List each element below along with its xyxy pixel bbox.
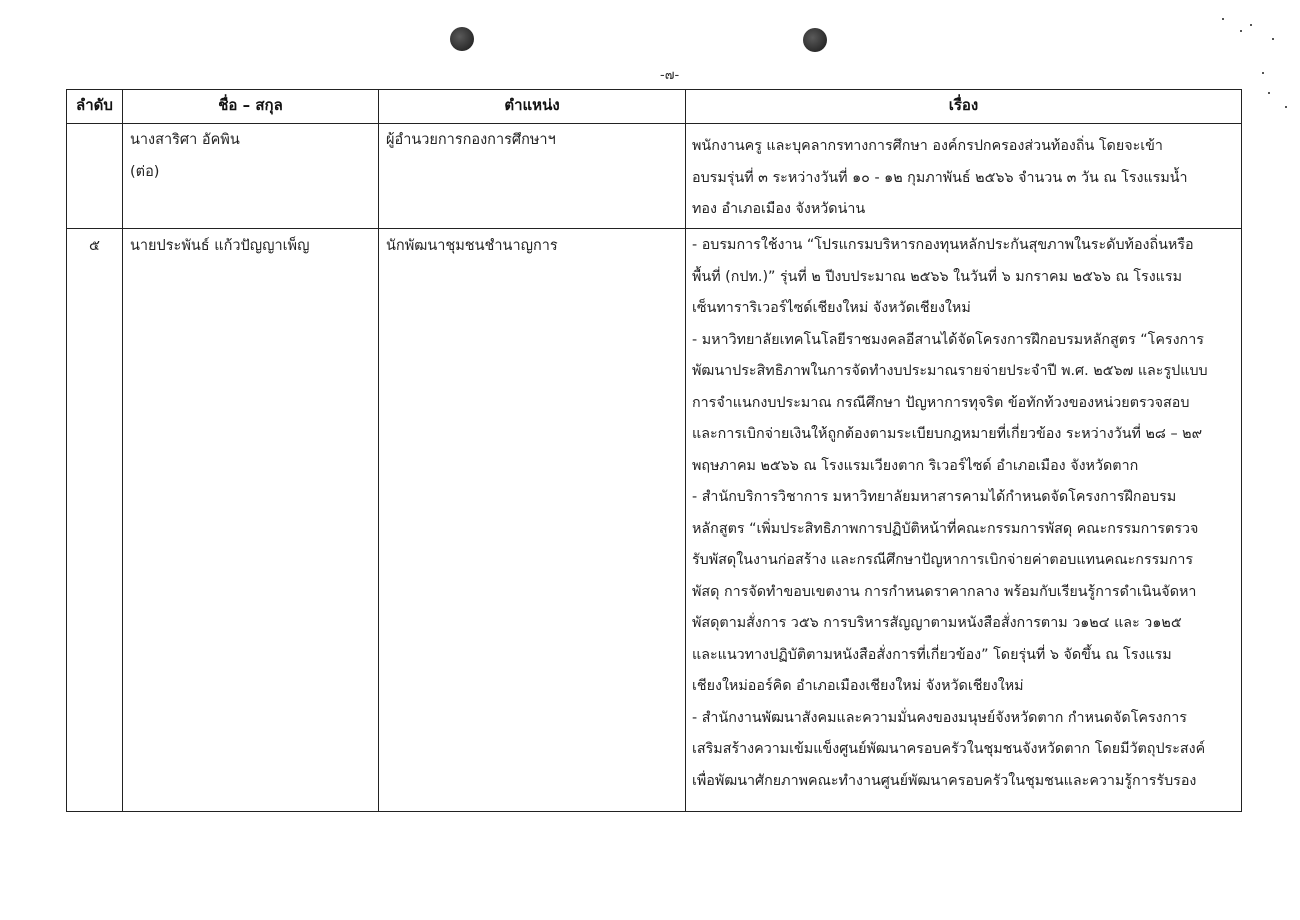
subject-line: การจำแนกงบประมาณ กรณีศึกษา ปัญหาการทุจริต ข้อทักท้วงของหน่วยตรวจสอบ: [692, 394, 1190, 411]
header-divider: [67, 123, 1241, 124]
scan-speck: [1268, 92, 1270, 94]
subject-line: พัฒนาประสิทธิภาพในการจัดทำงบประมาณรายจ่ายประจำปี พ.ศ. ๒๕๖๗ และรูปแบบ: [692, 363, 1208, 379]
subject-line: พนักงานครู และบุคลากรทางการศึกษา องค์กรปกครองส่วนท้องถิ่น โดยจะเข้า: [692, 138, 1163, 154]
scan-speck: [1262, 72, 1264, 74]
subject-line: พื้นที่ (กปท.)” รุ่นที่ ๒ ปีงบประมาณ ๒๕๖๖ ในวันที่ ๖ มกราคม ๒๕๖๖ ณ โรงแรม: [692, 268, 1182, 285]
subject-line: เซ็นทาราริเวอร์ไซด์เชียงใหม่ จังหวัดเชียงใหม่: [692, 300, 971, 316]
scan-speck: [1222, 18, 1224, 20]
subject-line: หลักสูตร “เพิ่มประสิทธิภาพการปฏิบัติหน้าที่คณะกรรมการพัสดุ คณะกรรมการตรวจ: [692, 520, 1199, 537]
subject-line: - สำนักบริการวิชาการ มหาวิทยาลัยมหาสารคามได้กำหนดจัดโครงการฝึกอบรม: [692, 489, 1177, 505]
name-line: (ต่อ): [130, 163, 160, 180]
name-line: นายประพันธ์ แก้วปัญญาเพ็ญ: [130, 238, 310, 254]
row-name: [130, 125, 240, 188]
header-name: ชื่อ – สกุล: [218, 96, 283, 114]
row-order: ๕: [89, 238, 100, 254]
row-subject: [692, 230, 1208, 797]
training-table: [66, 89, 1242, 812]
column-divider: [122, 90, 123, 811]
subject-line: เชียงใหม่ออร์คิด อำเภอเมืองเชียงใหม่ จังหวัดเชียงใหม่: [692, 678, 1024, 694]
row-name: [130, 231, 309, 263]
row-divider: [67, 228, 1241, 229]
subject-line: อบรมรุ่นที่ ๓ ระหว่างวันที่ ๑๐ - ๑๒ กุมภาพันธ์ ๒๕๖๖ จำนวน ๓ วัน ณ โรงแรมน้ำ: [692, 169, 1188, 186]
column-divider: [378, 90, 379, 811]
page-number: -๗-: [660, 68, 680, 83]
scan-speck: [1240, 30, 1242, 32]
scan-speck: [1285, 106, 1287, 108]
header-order: ลำดับ: [76, 96, 113, 114]
row-position: นักพัฒนาชุมชนชำนาญการ: [386, 238, 558, 254]
subject-line: และการเบิกจ่ายเงินให้ถูกต้องตามระเบียบกฎหมายที่เกี่ยวข้อง ระหว่างวันที่ ๒๘ – ๒๙: [692, 426, 1203, 442]
subject-line: พฤษภาคม ๒๕๖๖ ณ โรงแรมเวียงตาก ริเวอร์ไซด์ อำเภอเมือง จังหวัดตาก: [692, 457, 1139, 474]
subject-line: และแนวทางปฏิบัติตามหนังสือสั่งการที่เกี่ยวข้อง” โดยรุ่นที่ ๖ จัดขึ้น ณ โรงแรม: [692, 646, 1172, 663]
row-subject: [692, 131, 1188, 226]
subject-line: เพื่อพัฒนาศักยภาพคณะทำงานศูนย์พัฒนาครอบครัวในชุมชนและความรู้การรับรอง: [692, 772, 1197, 789]
subject-line: พัสดุตามสั่งการ ว๕๖ การบริหารสัญญาตามหนังสือสั่งการตาม ว๑๒๔ และ ว๑๒๕: [692, 615, 1182, 631]
subject-line: - สำนักงานพัฒนาสังคมและความมั่นคงของมนุษย์จังหวัดตาก กำหนดจัดโครงการ: [692, 709, 1187, 726]
binder-hole-right: [803, 28, 827, 52]
subject-line: เสริมสร้างความเข้มแข็งศูนย์พัฒนาครอบครัวในชุมชนจังหวัดตาก โดยมีวัตถุประสงค์: [692, 741, 1206, 757]
scan-speck: [1250, 24, 1252, 26]
scan-speck: [1272, 38, 1274, 40]
subject-line: รับพัสดุในงานก่อสร้าง และกรณีศึกษาปัญหาการเบิกจ่ายค่าตอบแทนคณะกรรมการ: [692, 552, 1194, 568]
subject-line: - อบรมการใช้งาน “โปรแกรมบริหารกองทุนหลักประกันสุขภาพในระดับท้องถิ่นหรือ: [692, 237, 1194, 253]
subject-line: พัสดุ การจัดทำขอบเขตงาน การกำหนดราคากลาง พร้อมกับเรียนรู้การดำเนินจัดหา: [692, 583, 1197, 600]
column-divider: [685, 90, 686, 811]
subject-line: - มหาวิทยาลัยเทคโนโลยีราชมงคลอีสานได้จัดโครงการฝึกอบรมหลักสูตร “โครงการ: [692, 331, 1204, 348]
subject-line: ทอง อำเภอเมือง จังหวัดน่าน: [692, 201, 866, 217]
name-line: นางสาริศา อัคพิน: [130, 132, 240, 148]
header-subject: เรื่อง: [948, 96, 979, 114]
binder-hole-left: [450, 27, 474, 51]
header-position: ตำแหน่ง: [504, 96, 560, 114]
row-position: ผู้อำนวยการกองการศึกษาฯ: [386, 132, 556, 148]
